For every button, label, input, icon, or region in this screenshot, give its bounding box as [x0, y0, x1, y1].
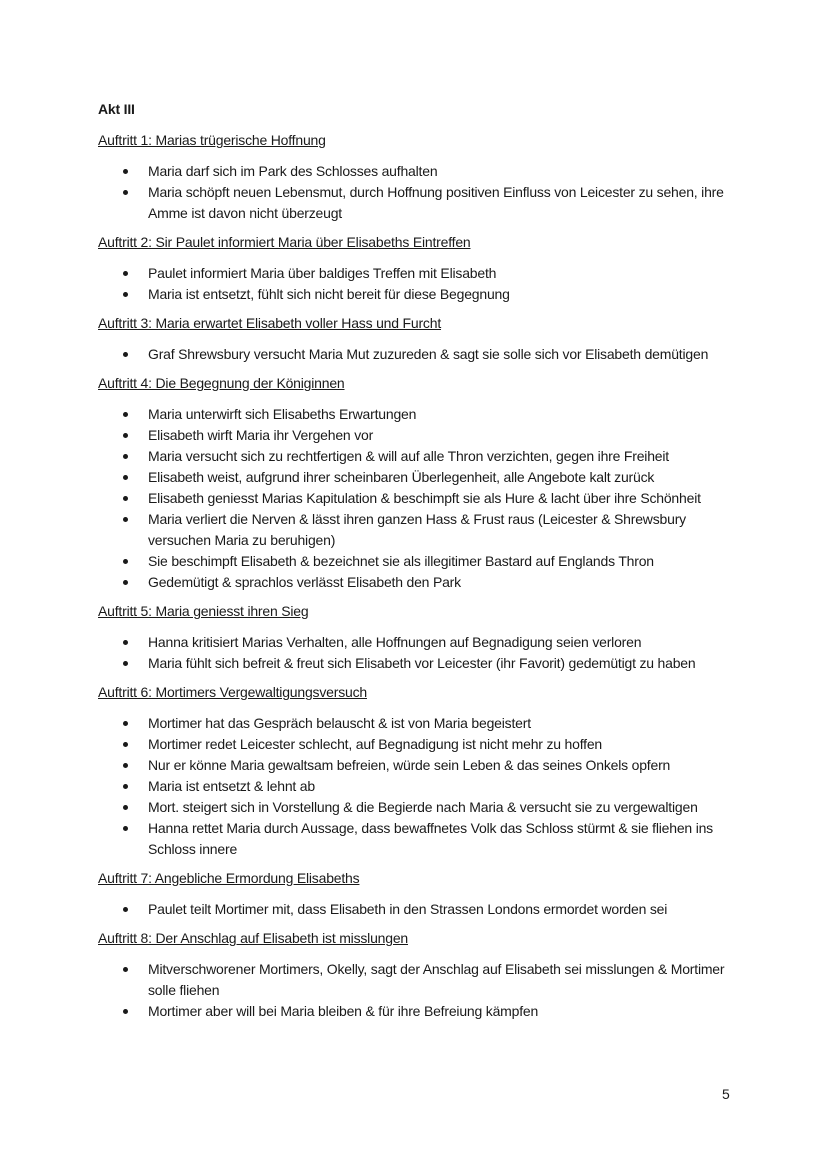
list-item: Maria unterwirft sich Elisabeths Erwartungen	[98, 404, 748, 425]
list-item: Elisabeth weist, aufgrund ihrer scheinbaren Überlegenheit, alle Angebote kalt zurück	[98, 467, 748, 488]
scene-3-heading: Auftritt 3: Maria erwartet Elisabeth voller Hass und Furcht	[98, 315, 442, 331]
list-item: Maria darf sich im Park des Schlosses aufhalten	[98, 161, 748, 182]
list-item: Elisabeth geniesst Marias Kapitulation & beschimpft sie als Hure & lacht über ihre Schönheit	[98, 488, 748, 509]
scene-2-heading: Auftritt 2: Sir Paulet informiert Maria über Elisabeths Eintreffen	[98, 234, 471, 250]
list-item: Paulet informiert Maria über baldiges Treffen mit Elisabeth	[98, 263, 748, 284]
list-item: Nur er könne Maria gewaltsam befreien, würde sein Leben & das seines Onkels opfern	[98, 755, 748, 776]
scene-8-heading: Auftritt 8: Der Anschlag auf Elisabeth ist misslungen	[98, 930, 409, 946]
list-item: Gedemütigt & sprachlos verlässt Elisabeth den Park	[98, 572, 748, 593]
list-item: Paulet teilt Mortimer mit, dass Elisabeth in den Strassen Londons ermordet worden sei	[98, 899, 748, 920]
scene-7-heading: Auftritt 7: Angebliche Ermordung Elisabeths	[98, 870, 360, 886]
scene-5-heading: Auftritt 5: Maria geniesst ihren Sieg	[98, 603, 309, 619]
scene-6-list	[98, 713, 748, 860]
scene-7-list	[98, 899, 748, 920]
act-heading: Akt III	[98, 101, 135, 117]
list-item: Maria fühlt sich befreit & freut sich Elisabeth vor Leicester (ihr Favorit) gedemütigt zu haben	[98, 653, 748, 674]
list-item: Mort. steigert sich in Vorstellung & die Begierde nach Maria & versucht sie zu vergewaltigen	[98, 797, 748, 818]
list-item: Mortimer aber will bei Maria bleiben & für ihre Befreiung kämpfen	[98, 1001, 748, 1022]
list-item: Hanna rettet Maria durch Aussage, dass bewaffnetes Volk das Schloss stürmt & sie fliehen ins Schloss innere	[98, 818, 748, 860]
list-item: Hanna kritisiert Marias Verhalten, alle Hoffnungen auf Begnadigung seien verloren	[98, 632, 748, 653]
list-item: Elisabeth wirft Maria ihr Vergehen vor	[98, 425, 748, 446]
list-item: Maria schöpft neuen Lebensmut, durch Hoffnung positiven Einfluss von Leicester zu sehen, ihre Amme ist davon nicht überzeugt	[98, 182, 748, 224]
page-number: 5	[722, 1086, 730, 1102]
list-item: Sie beschimpft Elisabeth & bezeichnet sie als illegitimer Bastard auf Englands Thron	[98, 551, 748, 572]
list-item: Mitverschworener Mortimers, Okelly, sagt der Anschlag auf Elisabeth sei misslungen & Mortimer solle fliehen	[98, 959, 748, 1001]
list-item: Maria verliert die Nerven & lässt ihren ganzen Hass & Frust raus (Leicester & Shrewsbury versuchen Maria zu beruhigen)	[98, 509, 748, 551]
list-item: Graf Shrewsbury versucht Maria Mut zuzureden & sagt sie solle sich vor Elisabeth demütigen	[98, 344, 748, 365]
list-item: Maria ist entsetzt, fühlt sich nicht bereit für diese Begegnung	[98, 284, 748, 305]
scene-4-list	[98, 404, 748, 593]
scene-6-heading: Auftritt 6: Mortimers Vergewaltigungsversuch	[98, 684, 367, 700]
scene-1-list	[98, 161, 748, 224]
scene-4-heading: Auftritt 4: Die Begegnung der Königinnen	[98, 375, 345, 391]
list-item: Maria ist entsetzt & lehnt ab	[98, 776, 748, 797]
scene-2-list	[98, 263, 748, 305]
scene-8-list	[98, 959, 748, 1022]
scene-3-list	[98, 344, 748, 365]
document-page	[98, 100, 748, 1031]
list-item: Maria versucht sich zu rechtfertigen & will auf alle Thron verzichten, gegen ihre Freiheit	[98, 446, 748, 467]
list-item: Mortimer redet Leicester schlecht, auf Begnadigung ist nicht mehr zu hoffen	[98, 734, 748, 755]
scene-1-heading: Auftritt 1: Marias trügerische Hoffnung	[98, 132, 326, 148]
list-item: Mortimer hat das Gespräch belauscht & ist von Maria begeistert	[98, 713, 748, 734]
scene-5-list	[98, 632, 748, 674]
